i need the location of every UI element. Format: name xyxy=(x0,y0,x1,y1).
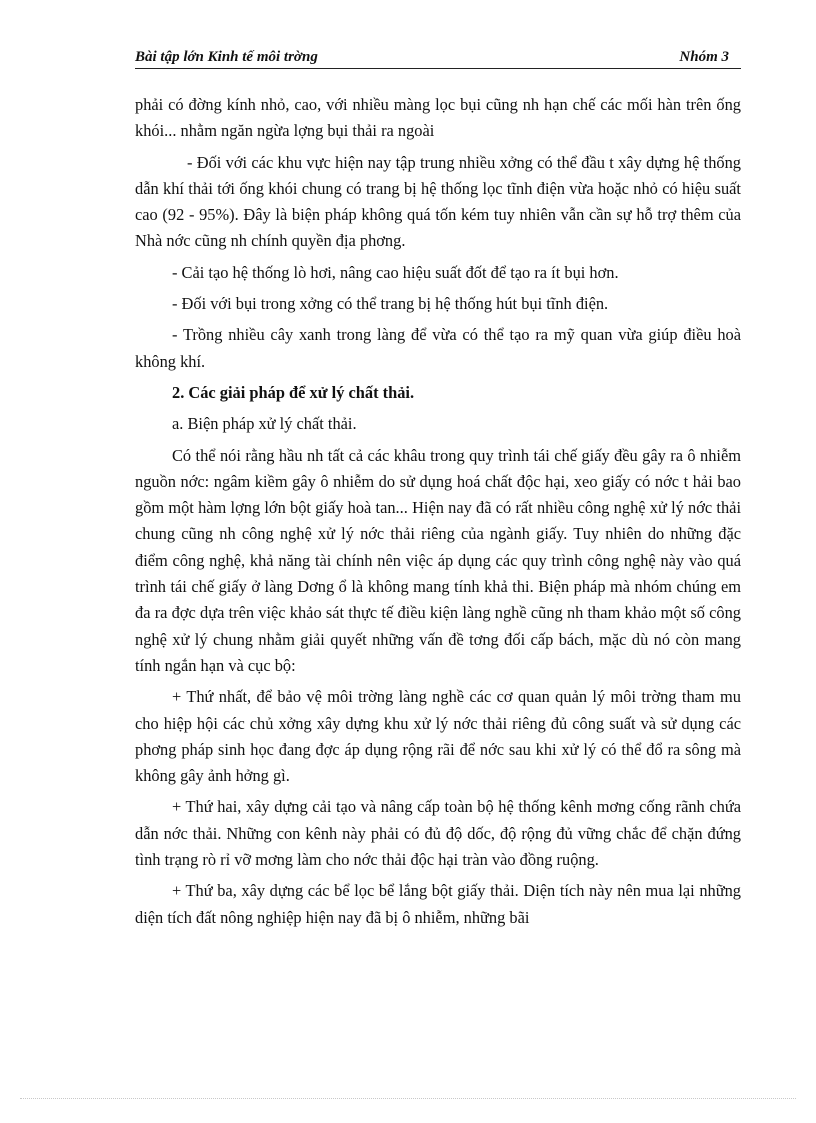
paragraph-7: + Thứ nhất, để bảo vệ môi trờng làng nghề các cơ quan quản lý môi trờng tham mu cho hiệp hội các chủ xởng xây dựng khu xử lý nớc thải riêng đủ công suất và sử dụng các phơng pháp sinh học đang đợc áp dụng rộng rãi để nớc sau khi xử lý có thể đổ ra sông mà không gây ảnh hởng gì. xyxy=(135,687,741,786)
paragraph-8: + Thứ hai, xây dựng cải tạo và nâng cấp toàn bộ hệ thống kênh mơng cống rãnh chứa dẫn nớc thải. Những con kênh này phải có đủ độ dốc, độ rộng đủ vững chắc để chặn đứng tình trạng rò rỉ vỡ mơng làm cho nớc thải độc hại tràn vào đồng ruộng. xyxy=(135,797,741,870)
paragraph-9: + Thứ ba, xây dựng các bể lọc bể lắng bột giấy thải. Diện tích này nên mua lại những diện tích đất nông nghiệp hiện nay đã bị ô nhiễm, những bãi xyxy=(135,881,741,927)
document-body xyxy=(135,92,741,936)
subsection-title: a. Biện pháp xử lý chất thải. xyxy=(172,414,357,434)
paragraph-4: - Đối với bụi trong xởng có thể trang bị hệ thống hút bụi tĩnh điện. xyxy=(172,294,609,314)
paragraph-1: phải có đờng kính nhỏ, cao, với nhiều màng lọc bụi cũng nh hạn chế các mối hàn trên ống khói... nhằm ngăn ngừa lợng bụi thải ra ngoài xyxy=(135,95,741,141)
footer-divider xyxy=(20,1098,796,1099)
paragraph-6: Có thể nói rằng hầu nh tất cả các khâu trong quy trình tái chế giấy đều gây ra ô nhiễm nguồn nớc: ngâm kiềm gây ô nhiễm do sử dụng hoá chất độc hại, xeo giấy có nớc t hải bao gồm một hàm lợng lớn bột giấy hoà tan... Hiện nay đã có rất nhiều công nghệ xử lý nớc thải chung cũng nh công nghệ xử lý nớc thải riêng của ngành giấy. Tuy nhiên do những đặc điểm công nghệ, khả năng tài chính nên việc áp dụng các quy trình công nghệ này vào quá trình tái chế giấy ở làng Dơng ổ là không mang tính khả thi. Biện pháp mà nhóm chúng em đa ra đợc dựa trên việc khảo sát thực tế điều kiện làng nghề cũng nh tham khảo một số công nghệ xử lý chung nhằm giải quyết những vấn đề tơng đối cấp bách, mặc dù nó còn mang tính ngắn hạn và cục bộ: xyxy=(135,445,741,675)
header-group: Nhóm 3 xyxy=(679,49,729,65)
page-header xyxy=(135,48,741,69)
section-title: 2. Các giải pháp để xử lý chất thải. xyxy=(172,382,415,402)
header-title: Bài tập lớn Kinh tế môi trờng xyxy=(135,49,318,65)
paragraph-3: - Cải tạo hệ thống lò hơi, nâng cao hiệu suất đốt để tạo ra ít bụi hơn. xyxy=(172,262,619,282)
paragraph-2: - Đối với các khu vực hiện nay tập trung nhiều xởng có thể đầu t xây dựng hệ thống dẫn khí thải tới ống khói chung có trang bị hệ thống lọc tĩnh điện vừa hoặc nhỏ có hiệu suất cao (92 - 95%). Đây là biện pháp không quá tốn kém tuy nhiên vẫn cần sự hỗ trợ thêm của Nhà nớc cũng nh chính quyền địa phơng. xyxy=(135,152,741,251)
paragraph-5: - Trồng nhiều cây xanh trong làng để vừa có thể tạo ra mỹ quan vừa giúp điều hoà không khí. xyxy=(135,325,741,371)
